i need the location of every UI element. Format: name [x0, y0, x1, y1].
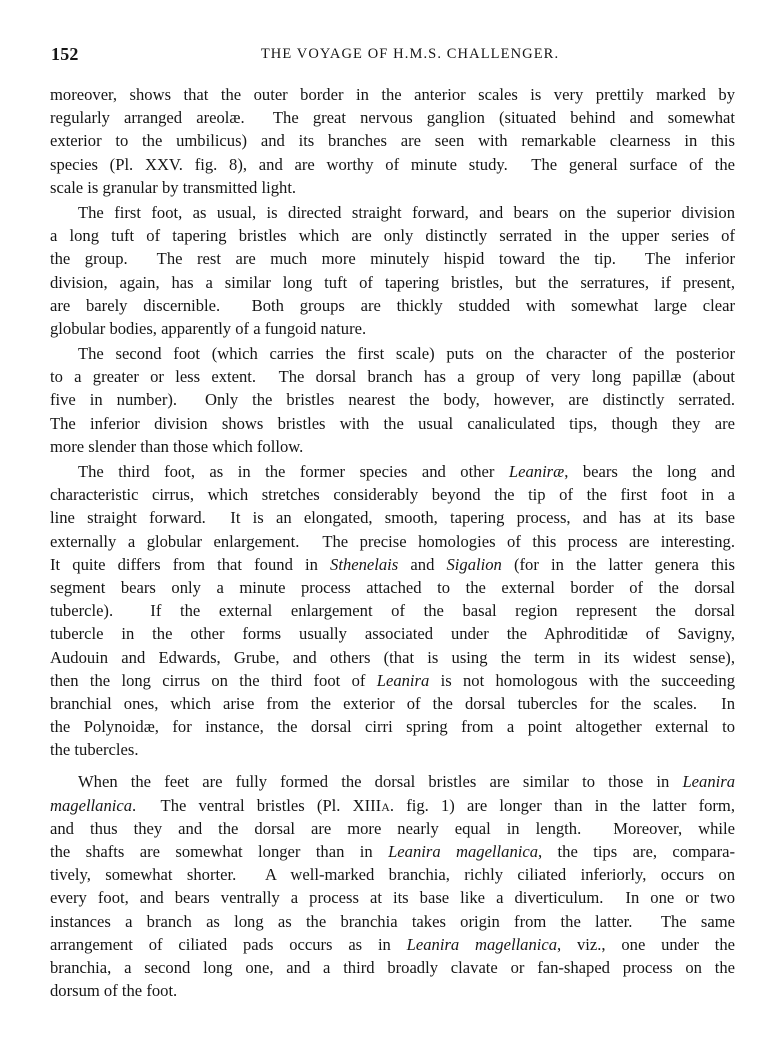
text-line: moreover, shows that the outer border in the anterior scales is very prettily marked by: [50, 85, 735, 104]
text-line: species (Pl. XXV. fig. 8), and are worthy of minute study. The general surface of the: [50, 154, 735, 174]
text-line: the shafts are somewhat longer than in Leanira magellanica, the tips are, compara-: [50, 842, 736, 861]
text-line: globular bodies, apparently of a fungoid nature.: [50, 318, 367, 338]
paragraph: [50, 83, 735, 199]
text-line: exterior to the umbilicus) and its branches are seen with remarkable clearness in this: [50, 131, 735, 151]
text-line: tubercle in the other forms usually associated under the Aphroditidæ of Savigny,: [50, 624, 735, 644]
text-line: instances a branch as long as the branchia takes origin from the latter. The same: [50, 911, 735, 931]
running-header: [49, 44, 735, 66]
text-line: magellanica. The ventral bristles (Pl. XIIIa. fig. 1) are longer than in the latter form,: [50, 795, 735, 815]
text-line: externally a globular enlargement. The precise homologies of this process are interesting.: [50, 531, 735, 551]
text-line: tubercle). If the external enlargement of the basal region represent the dorsal: [50, 601, 735, 621]
text-line: more slender than those which follow.: [50, 436, 304, 456]
paragraph-gap: [50, 763, 735, 770]
text-line: to a greater or less extent. The dorsal branch has a group of very long papillæ (about: [50, 367, 735, 387]
text-line: the group. The rest are much more minutely hispid toward the tip. The inferior: [50, 249, 735, 269]
running-title: THE VOYAGE OF H.M.S. CHALLENGER.: [260, 46, 560, 62]
text-line: branchia, a second long one, and a third broadly clavate or fan-shaped process on the: [50, 957, 735, 977]
text-line: The first foot, as usual, is directed straight forward, and bears on the superior division: [78, 202, 735, 222]
text-line: characteristic cirrus, which stretches considerably beyond the tip of the first foot in a: [50, 485, 735, 505]
text-line: and thus they and the dorsal are more nearly equal in length. Moreover, while: [50, 818, 735, 838]
text-line: segment bears only a minute process attached to the external border of the dorsal: [50, 577, 735, 597]
text-line: It quite differs from that found in Sthenelais and Sigalion (for in the latter genera this: [50, 554, 735, 574]
text-line: are barely discernible. Both groups are thickly studded with somewhat large clear: [50, 295, 735, 315]
text-line: scale is granular by transmitted light.: [50, 177, 297, 197]
text-line: line straight forward. It is an elongated, smooth, tapering process, and has at its base: [50, 508, 735, 528]
text-line: five in number). Only the bristles nearest the body, however, are distinctly serrated.: [50, 390, 735, 410]
text-line: a long tuft of tapering bristles which are only distinctly serrated in the upper series of: [50, 226, 735, 246]
text-line: division, again, has a similar long tuft of tapering bristles, but the serratures, if present,: [50, 272, 735, 292]
text-line: the tubercles.: [50, 740, 139, 760]
paragraph: [50, 201, 735, 340]
text-line: When the feet are fully formed the dorsal bristles are similar to those in Leanira: [78, 772, 735, 792]
page-number: 152: [51, 44, 79, 64]
paragraph: [50, 460, 735, 761]
text-line: branchial ones, which arise from the exterior of the dorsal tubercles for the scales. In: [50, 693, 735, 713]
text-line: The second foot (which carries the first scale) puts on the character of the posterior: [78, 344, 735, 364]
paragraph: [50, 770, 735, 1002]
paragraph: [50, 342, 735, 458]
text-line: then the long cirrus on the third foot of Leanira is not homologous with the succeeding: [50, 670, 735, 690]
text-line: Audouin and Edwards, Grube, and others (that is using the term in its widest sense),: [50, 647, 735, 667]
text-line: The third foot, as in the former species and other Leaniræ, bears the long and: [78, 462, 735, 481]
text-line: The inferior division shows bristles with the usual canaliculated tips, though they are: [50, 413, 735, 433]
text-line: dorsum of the foot.: [50, 981, 178, 1001]
text-line: tively, somewhat shorter. A well-marked branchia, richly ciliated inferiorly, occurs on: [50, 865, 735, 885]
text-line: arrangement of ciliated pads occurs as in Leanira magellanica, viz., one under the: [50, 934, 735, 954]
body-text: [50, 83, 735, 1004]
text-line: every foot, and bears ventrally a process at its base like a diverticulum. In one or two: [50, 888, 735, 908]
text-line: regularly arranged areolæ. The great nervous ganglion (situated behind and somewhat: [50, 108, 735, 128]
text-line: the Polynoidæ, for instance, the dorsal cirri spring from a point altogether external to: [50, 717, 735, 737]
